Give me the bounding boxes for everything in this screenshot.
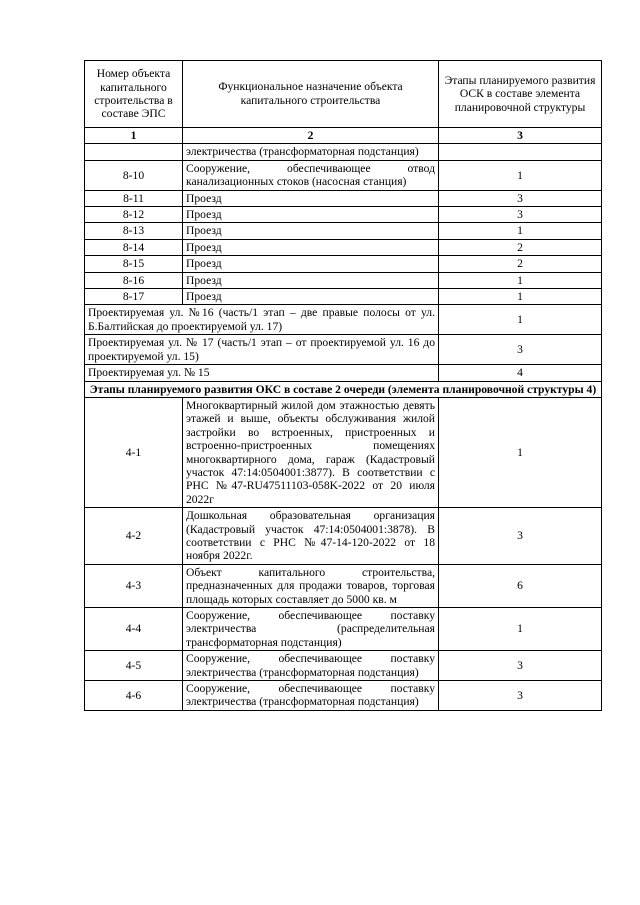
street-description: Проектируемая ул. № 15 (85, 365, 439, 381)
object-number: 8-16 (85, 272, 183, 288)
object-number: 8-11 (85, 190, 183, 206)
section-header-row (85, 381, 602, 397)
table-row (85, 190, 602, 206)
object-number: 4-2 (85, 508, 183, 565)
object-function: Проезд (183, 239, 439, 255)
object-stage: 3 (439, 508, 602, 565)
table-row (85, 508, 602, 565)
object-number: 8-15 (85, 256, 183, 272)
object-function: Дошкольная образовательная организация (Кадастровый участок 47:14:0504001:3878). В соответствии с РНС №47-14-120-2022 от 18 ноября 2022г. (183, 508, 439, 565)
object-stage: 1 (439, 160, 602, 190)
object-number: 8-14 (85, 239, 183, 255)
object-number: 4-6 (85, 681, 183, 711)
object-function: Сооружение, обеспечивающее отвод канализационных стоков (насосная станция) (183, 160, 439, 190)
object-stage: 1 (439, 289, 602, 305)
table-row (85, 160, 602, 190)
object-stage: 6 (439, 564, 602, 607)
object-function: Проезд (183, 272, 439, 288)
object-function: Сооружение, обеспечивающее поставку электричества (трансформаторная подстанция) (183, 681, 439, 711)
object-number: 4-5 (85, 651, 183, 681)
street-stage: 3 (439, 335, 602, 365)
object-function: Проезд (183, 223, 439, 239)
table-row (85, 564, 602, 607)
object-function: Проезд (183, 256, 439, 272)
object-number: 8-10 (85, 160, 183, 190)
header-function: Функциональное назначение объекта капитального строительства (183, 61, 439, 128)
object-stage: 1 (439, 397, 602, 507)
object-function: Проезд (183, 289, 439, 305)
object-stage: 1 (439, 608, 602, 651)
object-function: Сооружение, обеспечивающее поставку электричества (трансформаторная подстанция) (183, 651, 439, 681)
column-number-1: 1 (85, 128, 183, 144)
object-number: 8-12 (85, 207, 183, 223)
object-number: 4-4 (85, 608, 183, 651)
table-row (85, 272, 602, 288)
object-stage: 1 (439, 272, 602, 288)
object-stage: 3 (439, 681, 602, 711)
table-row (85, 651, 602, 681)
section-title: Этапы планируемого развития ОКС в составе 2 очереди (элемента планировочной структуры 4) (85, 381, 602, 397)
column-number-row (85, 128, 602, 144)
column-number-3: 3 (439, 128, 602, 144)
object-stage: 3 (439, 190, 602, 206)
table-row (85, 681, 602, 711)
continuation-row (85, 144, 602, 160)
object-stage: 1 (439, 223, 602, 239)
object-stage: 2 (439, 239, 602, 255)
header-object-number: Номер объекта капитального строительства в составе ЭПС (85, 61, 183, 128)
table-body (85, 61, 602, 711)
table-row (85, 223, 602, 239)
table-row (85, 207, 602, 223)
object-function: Многоквартирный жилой дом этажностью девять этажей и выше, объекты обслуживания жилой застройки во встроенных, пристроенных и встроенно-пристроенных помещениях многоквартирного дома, гараж (Кадастровый участок 47:14:0504001:3877). В соответствии с РНС №47-RU47511103-058K-2022 от 20 июля 2022г (183, 397, 439, 507)
object-number: 4-1 (85, 397, 183, 507)
continuation-text: электричества (трансформаторная подстанция) (183, 144, 439, 160)
continuation-stage (439, 144, 602, 160)
table-row (85, 608, 602, 651)
object-function: Объект капитального строительства, предназначенных для продажи товаров, торговая площадь которых составляет до 5000 кв. м (183, 564, 439, 607)
street-stage: 1 (439, 305, 602, 335)
object-number: 4-3 (85, 564, 183, 607)
table-row (85, 397, 602, 507)
table-row (85, 256, 602, 272)
header-stages: Этапы планируемого развития ОСК в составе элемента планировочной структуры (439, 61, 602, 128)
object-function: Проезд (183, 207, 439, 223)
street-description: Проектируемая ул. №16 (часть/1 этап – две правые полосы от ул. Б.Балтийская до проектируемой ул. 17) (85, 305, 439, 335)
object-number: 8-17 (85, 289, 183, 305)
street-description: Проектируемая ул. № 17 (часть/1 этап – от проектируемой ул. 16 до проектируемой ул. 15) (85, 335, 439, 365)
object-stage: 2 (439, 256, 602, 272)
object-stage: 3 (439, 207, 602, 223)
table-row (85, 239, 602, 255)
street-row (85, 335, 602, 365)
street-row (85, 305, 602, 335)
table-header-row (85, 61, 602, 128)
column-number-2: 2 (183, 128, 439, 144)
object-function: Проезд (183, 190, 439, 206)
table-row (85, 289, 602, 305)
object-number: 8-13 (85, 223, 183, 239)
object-function: Сооружение, обеспечивающее поставку электричества (распределительная трансформаторная подстанция) (183, 608, 439, 651)
object-stage: 3 (439, 651, 602, 681)
street-stage: 4 (439, 365, 602, 381)
continuation-number (85, 144, 183, 160)
street-row (85, 365, 602, 381)
stages-table (84, 60, 602, 711)
